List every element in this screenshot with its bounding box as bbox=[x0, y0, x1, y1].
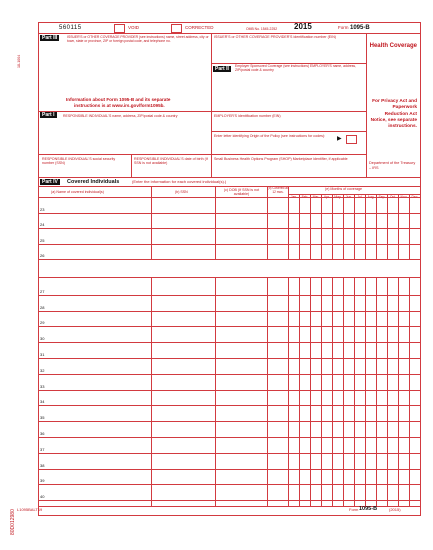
month-label-feb: Feb bbox=[301, 195, 308, 199]
col-d-header: (d) Covered all 12 mos. bbox=[267, 186, 289, 194]
col-header-rule bbox=[39, 197, 420, 198]
month-label-apr: Apr bbox=[323, 195, 330, 199]
part3-text: ISSUER'S or OTHER COVERAGE PROVIDER (see instructions) name, street address, city or town, state or province, ZIP or foreign postal code, and telephone no. bbox=[67, 35, 209, 43]
part4-title: Covered Individuals bbox=[67, 179, 120, 185]
month-divider-2 bbox=[310, 194, 311, 506]
shop-label: Small Business Health Options Program (SHOP) Marketplace identifier, if applicable bbox=[214, 157, 348, 161]
table-row bbox=[39, 405, 420, 406]
col-a-header: (a) Name of covered individual(s) bbox=[51, 190, 104, 194]
employer-ein: EMPLOYER'S identification number (EIN) bbox=[214, 114, 281, 118]
table-row bbox=[39, 390, 420, 391]
table-row bbox=[39, 295, 420, 296]
footer-form-label: Form bbox=[349, 507, 359, 512]
col-divider-2 bbox=[267, 186, 268, 506]
table-row bbox=[39, 374, 420, 375]
continuation-rule bbox=[39, 277, 420, 278]
corrected-checkbox[interactable] bbox=[171, 24, 182, 33]
month-label-mar: Mar bbox=[312, 195, 319, 199]
row-number-36: 36 bbox=[40, 431, 45, 436]
month-divider-9 bbox=[387, 194, 388, 506]
row-number-33: 33 bbox=[40, 383, 45, 389]
part2-label: Part II bbox=[215, 66, 229, 72]
part4-rule bbox=[39, 177, 420, 178]
month-label-dec: Dec bbox=[411, 195, 418, 199]
row-number-24: 24 bbox=[40, 222, 45, 227]
health-coverage-title: Health Coverage bbox=[369, 43, 417, 49]
row-number-38: 38 bbox=[40, 462, 45, 468]
row-number-40: 40 bbox=[40, 494, 45, 500]
part1-text: RESPONSIBLE INDIVIDUAL'S name, address, ZIP/postal code & country bbox=[63, 114, 178, 118]
ssn-rule bbox=[39, 154, 366, 155]
month-divider-7 bbox=[365, 194, 366, 506]
row-number-26: 26 bbox=[40, 253, 45, 258]
page-gap bbox=[39, 260, 420, 277]
part3-ein: ISSUER'S or OTHER COVERAGE PROVIDER'S identification number (EIN) bbox=[214, 35, 336, 39]
month-divider-6 bbox=[354, 194, 355, 506]
row-number-31: 31 bbox=[40, 352, 45, 357]
margin-top-code: 18-1004 bbox=[17, 54, 21, 68]
footer-code: L1095BALT19 bbox=[17, 507, 43, 512]
table-row bbox=[39, 421, 420, 422]
table-row bbox=[39, 326, 420, 327]
header-rule bbox=[39, 33, 420, 34]
header-form-label: Form bbox=[338, 25, 349, 30]
origin-text: Enter letter identifying Origin of the Policy (see instructions for codes): bbox=[214, 134, 326, 138]
row-number-25: 25 bbox=[40, 237, 45, 243]
row-number-27: 27 bbox=[40, 288, 45, 294]
month-label-aug: Aug bbox=[367, 195, 374, 199]
header-form-number: 1095-B bbox=[350, 25, 370, 31]
month-label-sep: Sep bbox=[378, 195, 385, 199]
omb-number: OMB No. 1545-2252 bbox=[246, 27, 278, 31]
part4-label: Part IV bbox=[42, 179, 58, 185]
month-divider-10 bbox=[398, 194, 399, 506]
month-divider-3 bbox=[321, 194, 322, 506]
month-label-jan: Jan bbox=[290, 195, 297, 199]
table-row bbox=[39, 500, 420, 501]
void-checkbox[interactable] bbox=[114, 24, 125, 33]
part4-subtitle: (Enter the information for each covered individual(s).) bbox=[132, 179, 227, 184]
tax-year: 2015 bbox=[294, 22, 312, 31]
part4-header-rule bbox=[39, 186, 420, 187]
dob-label: RESPONSIBLE INDIVIDUAL'S date of birth (If SSN is not available) bbox=[134, 157, 208, 166]
month-label-oct: Oct bbox=[389, 195, 396, 199]
month-divider-11 bbox=[409, 194, 410, 506]
month-divider-8 bbox=[376, 194, 377, 506]
table-row bbox=[39, 484, 420, 485]
col-c-header: (c) DOB (If SSN is not available) bbox=[223, 188, 260, 197]
footer-form-number: 1095-B bbox=[359, 506, 378, 512]
table-row bbox=[39, 358, 420, 359]
ssn-divider bbox=[131, 154, 132, 177]
row-number-23: 23 bbox=[40, 206, 45, 212]
row-number-39: 39 bbox=[40, 478, 45, 484]
row-number-29: 29 bbox=[40, 320, 45, 326]
month-divider-4 bbox=[332, 194, 333, 506]
part1-label: Part I bbox=[42, 112, 55, 118]
privacy-notice: For Privacy Act and Paperwork Reduction Act Notice, see separate instructions. bbox=[370, 99, 417, 130]
table-row bbox=[39, 311, 420, 312]
col-divider-3 bbox=[288, 186, 289, 506]
origin-rule bbox=[211, 131, 366, 132]
part2-text: Employer Sponsored Coverage (see instructions) EMPLOYER'S name, address, ZIP/postal code & country bbox=[235, 64, 357, 72]
void-label: VOID bbox=[128, 25, 140, 30]
month-divider-5 bbox=[343, 194, 344, 506]
arrow-icon: ▶ bbox=[337, 136, 342, 142]
divider-right bbox=[366, 33, 367, 177]
row-number-37: 37 bbox=[40, 446, 45, 452]
table-row bbox=[39, 213, 420, 214]
month-label-jul: Jul bbox=[357, 195, 362, 199]
info-line1: Information about Form 1095-B and its separate bbox=[66, 97, 171, 102]
table-row bbox=[39, 453, 420, 454]
ssn-label: RESPONSIBLE INDIVIDUAL'S social security number (SSN) bbox=[42, 157, 116, 166]
col-e-header: (e) Months of coverage bbox=[325, 187, 362, 191]
corrected-label: CORRECTED bbox=[185, 25, 214, 30]
row-number-30: 30 bbox=[40, 336, 45, 342]
row-number-35: 35 bbox=[40, 415, 45, 421]
row-number-34: 34 bbox=[40, 399, 45, 405]
margin-bottom-code: 80D012980 bbox=[10, 509, 16, 535]
table-row bbox=[39, 437, 420, 438]
col-divider-0 bbox=[151, 186, 152, 506]
month-label-jun: Jun bbox=[345, 195, 352, 199]
row-number-28: 28 bbox=[40, 304, 45, 310]
divider-left bbox=[211, 33, 212, 177]
origin-code-box[interactable] bbox=[346, 135, 357, 144]
row-number-32: 32 bbox=[40, 367, 45, 373]
info-line2: instructions is at www.irs.gov/form1095b. bbox=[74, 103, 165, 108]
part1-rule bbox=[39, 111, 366, 112]
footer-year: (2015) bbox=[389, 507, 401, 512]
table-row bbox=[39, 244, 420, 245]
part3-label: Part III bbox=[42, 35, 58, 41]
table-row bbox=[39, 342, 420, 343]
month-label-nov: Nov bbox=[400, 195, 407, 199]
table-row bbox=[39, 228, 420, 229]
table-row bbox=[39, 469, 420, 470]
form-code: 560115 bbox=[59, 25, 82, 31]
month-divider-1 bbox=[299, 194, 300, 506]
col-divider-1 bbox=[215, 186, 216, 506]
col-b-header: (b) SSN bbox=[175, 190, 188, 194]
month-label-may: May bbox=[334, 195, 341, 199]
treasury-text: Department of the Treasury – IRS bbox=[369, 161, 416, 170]
